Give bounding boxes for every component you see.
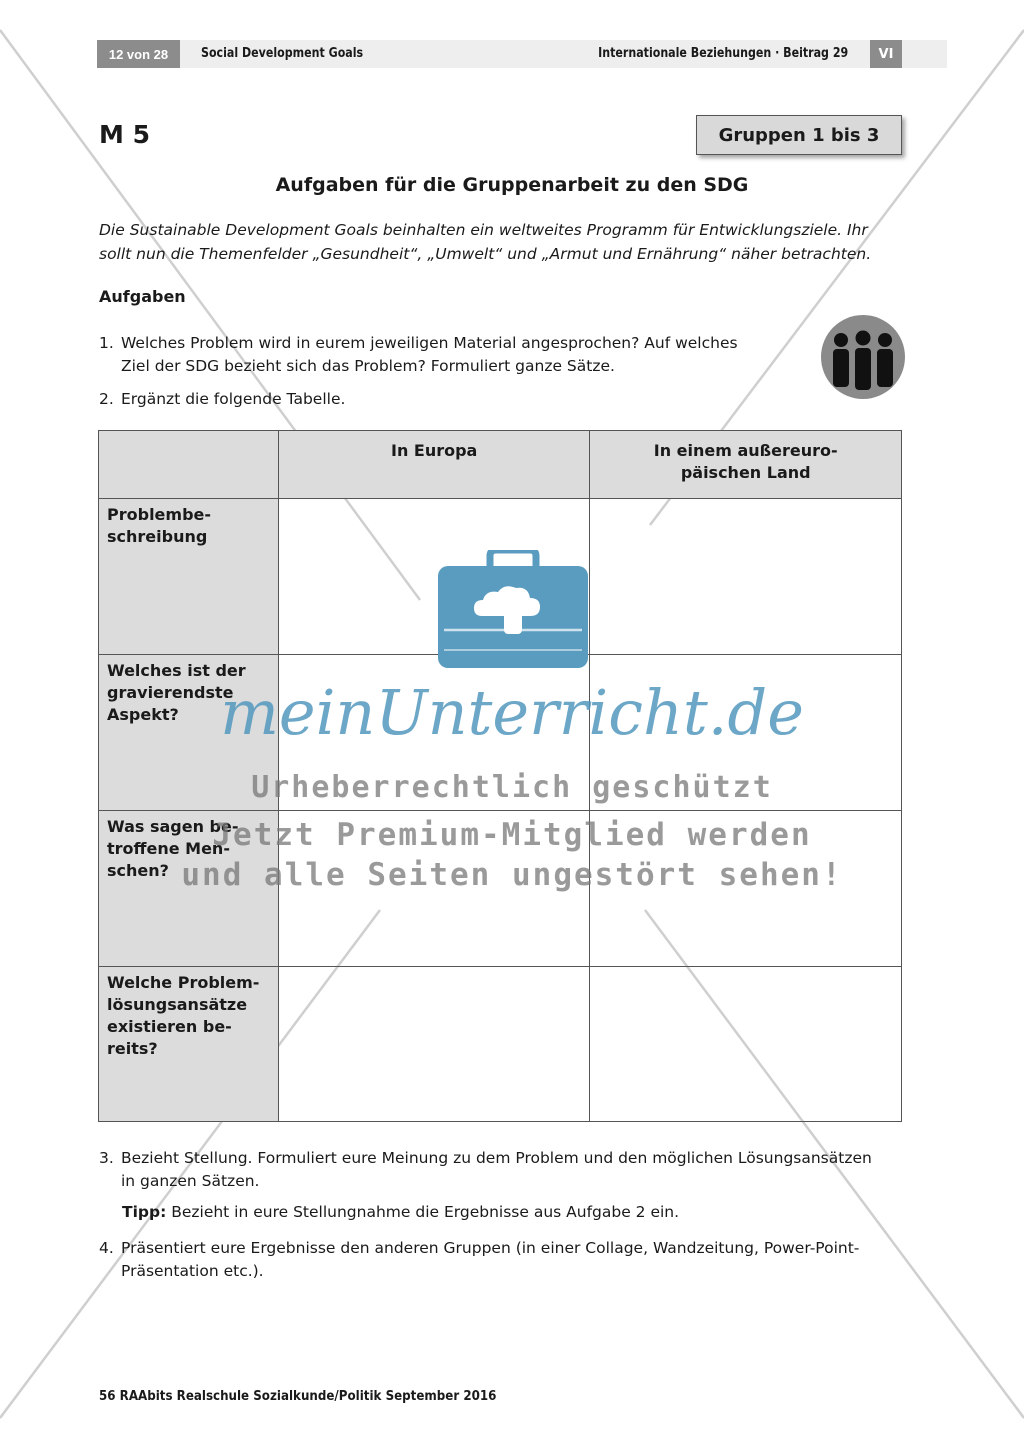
page-footer: 56 RAAbits Realschule Sozialkunde/Politik September 2016: [99, 1388, 497, 1404]
tip-text: Bezieht in eure Stellungnahme die Ergebnisse aus Aufgabe 2 ein.: [166, 1203, 680, 1221]
task-number: 1.: [99, 334, 114, 352]
answer-cell: [590, 967, 902, 1122]
series-title: Social Development Goals: [201, 46, 364, 61]
page-number: 12 von 28: [97, 40, 180, 68]
watermark-brand: meinUnterricht.de: [220, 676, 804, 749]
contribution-label: Internationale Beziehungen · Beitrag 29: [597, 46, 848, 61]
task-number: 2.: [99, 390, 114, 408]
row-header-line: schreibung: [107, 527, 208, 546]
task-2: [99, 388, 599, 411]
row-header-line: Aspekt?: [107, 705, 179, 724]
task-line: Präsentation etc.).: [121, 1262, 264, 1280]
task-line: Präsentiert eure Ergebnisse den anderen Gruppen (in einer Collage, Wandzeitung, Power-Point-: [121, 1239, 860, 1257]
tasks-heading: Aufgaben: [99, 287, 186, 306]
watermark-copyright: Urheberrechtlich geschützt: [251, 770, 773, 805]
row-header-line: existieren be-: [107, 1017, 232, 1036]
intro-text: [99, 218, 904, 266]
row-header-line: schen?: [107, 861, 169, 880]
section-number: VI: [870, 40, 902, 68]
task-number: 4.: [99, 1239, 114, 1257]
row-header-line: Welches ist der: [107, 661, 246, 680]
row-header-cell: [99, 967, 279, 1122]
table-header-row: [99, 431, 902, 499]
column-header-europe: In Europa: [390, 441, 478, 460]
row-header-line: Welche Problem-: [107, 973, 260, 992]
page-header: [97, 40, 902, 68]
group-work-icon: [821, 315, 905, 399]
briefcase-cloud-icon: [438, 550, 588, 668]
row-header-line: lösungsansätze: [107, 995, 248, 1014]
row-header-line: Problembe-: [107, 505, 212, 524]
task-4: [99, 1237, 914, 1283]
row-header-line: Was sagen be-: [107, 817, 239, 836]
task-line: Bezieht Stellung. Formuliert eure Meinung zu dem Problem und den möglichen Lösungsansätzen: [121, 1149, 872, 1167]
task-text: [121, 1237, 859, 1283]
task-text: [121, 332, 738, 378]
column-header-non-european: [590, 431, 901, 484]
groups-badge: Gruppen 1 bis 3: [696, 115, 902, 155]
row-header-line: gravierendste: [107, 683, 234, 702]
task-3: [99, 1147, 909, 1193]
task-line: Welches Problem wird in eurem jeweiligen Material angesprochen? Auf welches: [121, 334, 738, 352]
task-number: 3.: [99, 1149, 114, 1167]
intro-line: Die Sustainable Development Goals beinhalten ein weltweites Programm für Entwicklungsziele. Ihr: [99, 221, 868, 239]
column-header-line: In einem außereuro-: [653, 441, 838, 460]
answer-cell: [590, 499, 902, 655]
table-header-cell: [278, 431, 589, 499]
row-header-line: reits?: [107, 1039, 158, 1058]
table-header-cell: [590, 431, 902, 499]
watermark-unlock: und alle Seiten ungestört sehen!: [181, 857, 843, 893]
task-line: in ganzen Sätzen.: [121, 1172, 260, 1190]
row-header-line: troffene Men-: [107, 839, 230, 858]
page-title: Aufgaben für die Gruppenarbeit zu den SDG: [275, 174, 749, 196]
column-header-line: päischen Land: [680, 463, 811, 482]
task-line: Ziel der SDG bezieht sich das Problem? Formuliert ganze Sätze.: [121, 357, 615, 375]
watermark-premium: Jetzt Premium-Mitglied werden: [212, 817, 812, 853]
table-corner-cell: [99, 431, 279, 499]
row-header-problem: [99, 499, 278, 548]
answer-cell: [278, 967, 589, 1122]
row-header-cell: [99, 499, 279, 655]
task-text: Ergänzt die folgende Tabelle.: [121, 390, 346, 408]
tip-label: Tipp:: [122, 1203, 167, 1221]
material-label: M 5: [99, 120, 150, 149]
row-header-solutions: [99, 967, 278, 1060]
intro-line: sollt nun die Themenfelder „Gesundheit“, „Umwelt“ und „Armut und Ernährung“ näher betrachten.: [99, 245, 872, 263]
task-text: [121, 1147, 872, 1193]
task-1: [99, 332, 799, 378]
table-row: [99, 967, 902, 1122]
tip-line: [122, 1203, 679, 1221]
